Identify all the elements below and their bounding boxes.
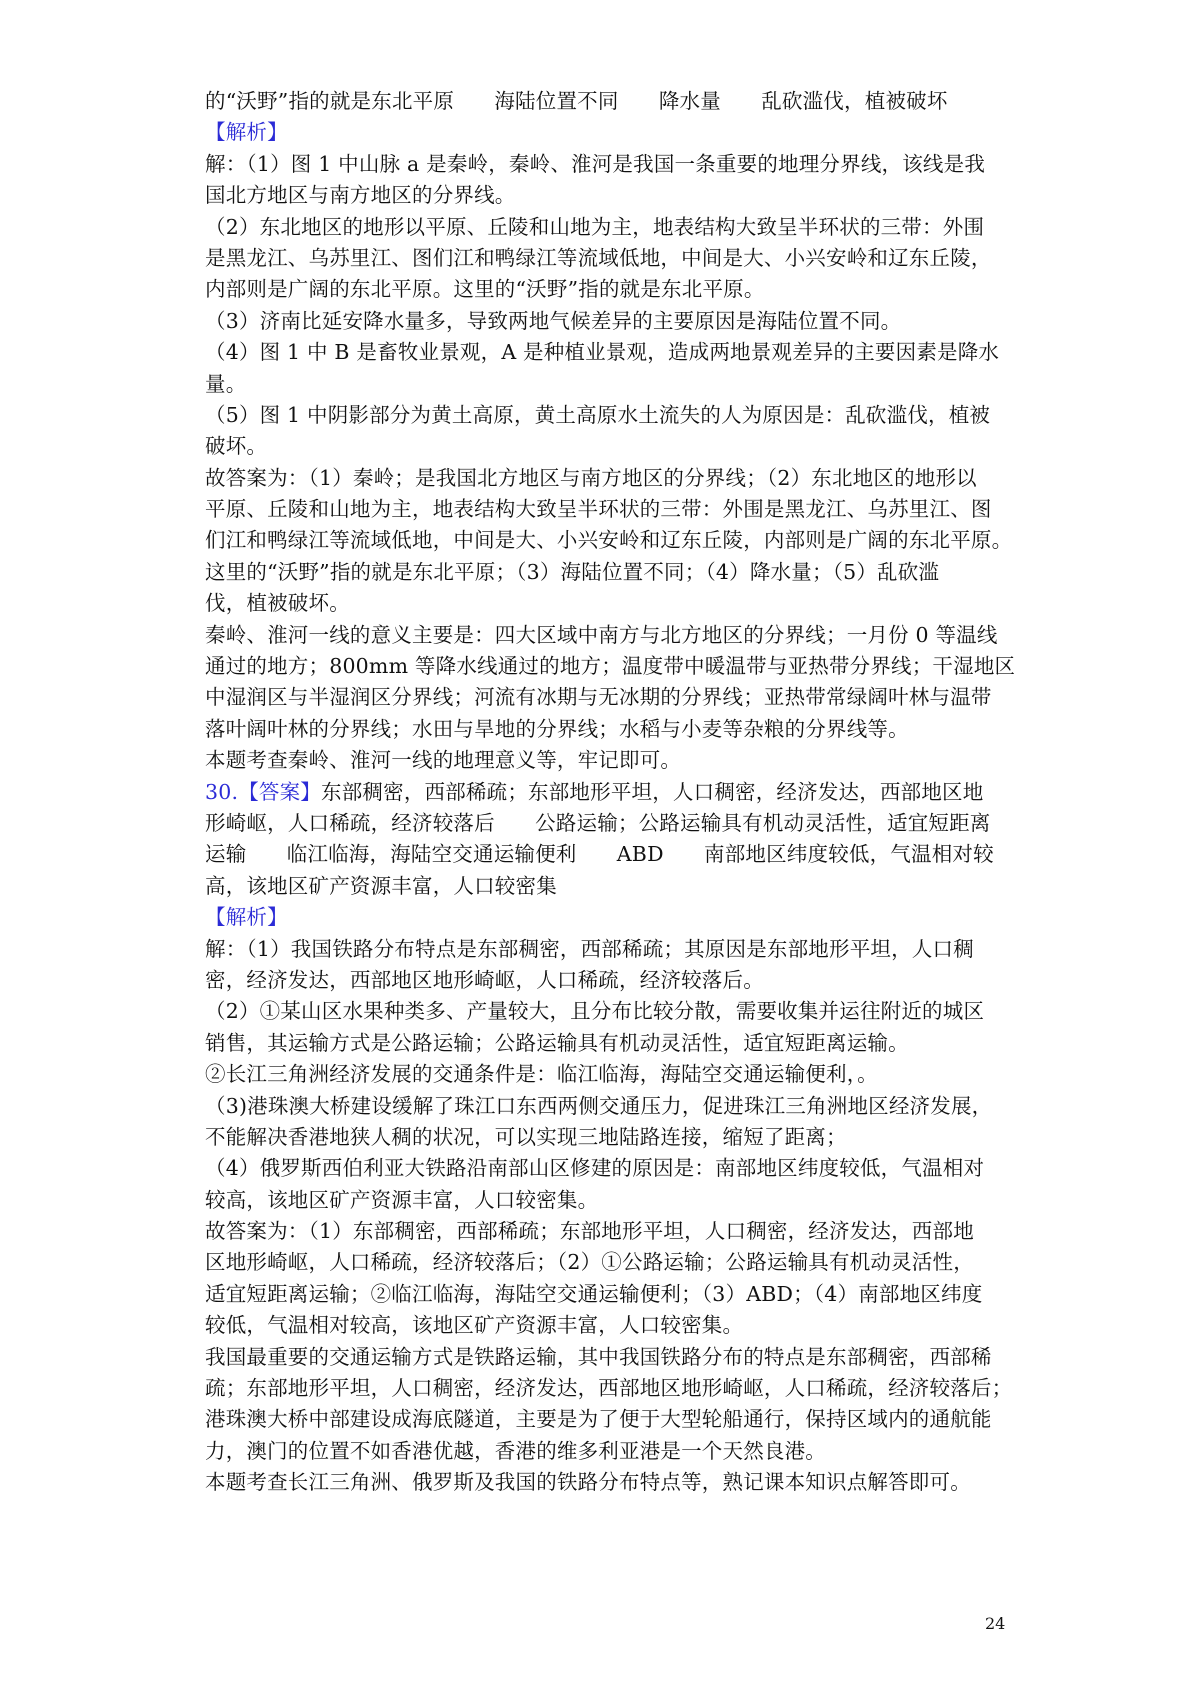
line-text: 密，经济发达，西部地区地形崎岖，人口稀疏，经济较落后。 xyxy=(205,967,764,992)
line-text: 中湿润区与半湿润区分界线；河流有冰期与无冰期的分界线；亚热带常绿阔叶林与温带 xyxy=(205,685,992,710)
line-text: 落叶阔叶林的分界线；水田与旱地的分界线；水稻与小麦等杂粮的分界线等。 xyxy=(205,716,909,741)
line-text: （3）济南比延安降水量多，导致两地气候差异的主要原因是海陆位置不同。 xyxy=(205,308,902,333)
text-line xyxy=(205,934,1005,965)
line-text: 量。 xyxy=(205,371,247,396)
text-line xyxy=(205,431,1005,462)
text-line xyxy=(205,1467,1005,1498)
line-text: 的“沃野”指的就是东北平原 海陆位置不同 降水量 乱砍滥伐，植被破坏 xyxy=(205,89,948,113)
line-text: （5）图 1 中阴影部分为黄土高原，黄土高原水土流失的人为原因是：乱砍滥伐，植被 xyxy=(205,402,991,427)
text-line xyxy=(205,212,1005,243)
line-text: （3)港珠澳大桥建设缓解了珠江口东西两侧交通压力，促进珠江三角洲地区经济发展， xyxy=(205,1093,993,1118)
text-line xyxy=(205,651,1016,682)
line-text: 区地形崎岖，人口稀疏，经济较落后；（2）①公路运输；公路运输具有机动灵活性， xyxy=(205,1250,974,1275)
line-text: 通过的地方；800mm 等降水线通过的地方；温度带中暖温带与亚热带分界线；干湿地区 xyxy=(205,654,1016,679)
line-text: ②长江三角洲经济发展的交通条件是：临江临海，海陆空交通运输便利，。 xyxy=(205,1062,878,1087)
line-text: 较低，气温相对较高，该地区矿产资源丰富，人口较密集。 xyxy=(205,1313,744,1338)
line-text: 们江和鸭绿江等流域低地，中间是大、小兴安岭和辽东丘陵，内部则是广阔的东北平原。 xyxy=(205,528,1013,553)
document-body xyxy=(205,86,1016,1499)
text-line xyxy=(205,274,1005,305)
text-line xyxy=(205,149,1005,180)
line-text: 力，澳门的位置不如香港优越，香港的维多利亚港是一个天然良港。 xyxy=(205,1438,826,1463)
line-text: 适宜短距离运输；②临江临海，海陆空交通运输便利；（3）ABD；（4）南部地区纬度 xyxy=(205,1281,983,1306)
text-line xyxy=(205,557,1005,588)
line-text: 高，该地区矿产资源丰富，人口较密集 xyxy=(205,873,557,898)
text-line xyxy=(205,996,1005,1027)
text-line xyxy=(205,525,1013,556)
line-text: 平原、丘陵和山地为主，地表结构大致呈半环状的三带：外围是黑龙江、乌苏里江、图 xyxy=(205,497,992,522)
text-line xyxy=(205,1216,1005,1247)
text-line xyxy=(205,494,1005,525)
text-line xyxy=(205,180,1005,211)
text-line xyxy=(205,965,1005,996)
text-line xyxy=(205,714,1005,745)
line-text: 不能解决香港地狭人稠的状况，可以实现三地陆路连接，缩短了距离； xyxy=(205,1124,847,1149)
line-text: （2）东北地区的地形以平原、丘陵和山地为主，地表结构大致呈半环状的三带：外围 xyxy=(205,214,985,239)
line-text: 解：（1）我国铁路分布特点是东部稠密，西部稀疏；其原因是东部地形平坦，人口稠 xyxy=(205,936,974,961)
line-text: 内部则是广阔的东北平原。这里的“沃野”指的就是东北平原。 xyxy=(205,277,765,302)
text-line xyxy=(205,620,1005,651)
text-line xyxy=(205,1122,1005,1153)
line-text: 销售，其运输方式是公路运输；公路运输具有机动灵活性，适宜短距离运输。 xyxy=(205,1030,909,1055)
section-label: 【解析】 xyxy=(205,905,288,930)
line-text: 东部稠密，西部稀疏；东部地形平坦，人口稠密，经济发达，西部地区地 xyxy=(321,779,984,804)
section-label: 30.【答案】 xyxy=(205,779,322,804)
line-text: 是黑龙江、乌苏里江、图们江和鸭绿江等流域低地，中间是大、小兴安岭和辽东丘陵， xyxy=(205,245,992,270)
line-text: 这里的“沃野”指的就是东北平原；（3）海陆位置不同；（4）降水量；（5）乱砍滥 xyxy=(205,559,940,584)
text-line xyxy=(205,1185,1005,1216)
text-line xyxy=(205,400,1005,431)
text-line xyxy=(205,86,1005,117)
text-line xyxy=(205,588,1005,619)
line-text: 本题考查长江三角洲、俄罗斯及我国的铁路分布特点等，熟记课本知识点解答即可。 xyxy=(205,1470,971,1495)
line-text: 较高，该地区矿产资源丰富，人口较密集。 xyxy=(205,1187,599,1212)
page-number: 24 xyxy=(985,1614,1006,1633)
text-line xyxy=(205,306,1005,337)
text-line xyxy=(205,1091,1005,1122)
line-text: 我国最重要的交通运输方式是铁路运输，其中我国铁路分布的特点是东部稠密，西部稀 xyxy=(205,1344,992,1369)
line-text: 形崎岖，人口稀疏，经济较落后 公路运输；公路运输具有机动灵活性，适宜短距离 xyxy=(205,810,991,835)
line-text: 破坏。 xyxy=(205,434,268,459)
line-text: 故答案为：（1）东部稠密，西部稀疏；东部地形平坦，人口稠密，经济发达，西部地 xyxy=(205,1219,974,1244)
line-text: 港珠澳大桥中部建设成海底隧道，主要是为了便于大型轮船通行，保持区域内的通航能 xyxy=(205,1407,992,1432)
line-text: 疏；东部地形平坦，人口稠密，经济发达，西部地区地形崎岖，人口稀疏，经济较落后； xyxy=(205,1376,1013,1401)
text-line xyxy=(205,1153,1005,1184)
line-text: （2）①某山区水果种类多、产量较大，且分布比较分散，需要收集并运往附近的城区 xyxy=(205,999,985,1024)
text-line xyxy=(205,1310,1005,1341)
text-line xyxy=(205,745,1005,776)
line-text: 秦岭、淮河一线的意义主要是：四大区域中南方与北方地区的分界线；一月份 0 等温线 xyxy=(205,622,998,647)
text-line xyxy=(205,682,1005,713)
text-line xyxy=(205,1342,1005,1373)
line-text: 解：（1）图 1 中山脉 a 是秦岭，秦岭、淮河是我国一条重要的地理分界线，该线是我 xyxy=(205,151,986,176)
line-text: 国北方地区与南方地区的分界线。 xyxy=(205,183,516,208)
text-line xyxy=(205,1247,1005,1278)
line-text: 本题考查秦岭、淮河一线的地理意义等，牢记即可。 xyxy=(205,748,682,773)
line-text: （4）图 1 中 B 是畜牧业景观，A 是种植业景观，造成两地景观差异的主要因素是降水 xyxy=(205,340,1000,365)
text-line xyxy=(205,1028,1005,1059)
line-text: 伐，植被破坏。 xyxy=(205,591,350,616)
text-line xyxy=(205,871,1005,902)
text-line xyxy=(205,337,1005,368)
text-line xyxy=(205,463,1005,494)
text-line xyxy=(205,1436,1005,1467)
text-line xyxy=(205,1059,1005,1090)
line-text: （4）俄罗斯西伯利亚大铁路沿南部山区修建的原因是：南部地区纬度较低，气温相对 xyxy=(205,1156,985,1181)
line-text: 故答案为：（1）秦岭；是我国北方地区与南方地区的分界线；（2）东北地区的地形以 xyxy=(205,465,977,490)
text-line xyxy=(205,777,1005,808)
line-text: 运输 临江临海，海陆空交通运输便利 ABD 南部地区纬度较低，气温相对较 xyxy=(205,842,994,867)
text-line xyxy=(205,117,1005,148)
section-label: 【解析】 xyxy=(205,120,288,145)
text-line xyxy=(205,902,1005,933)
text-line xyxy=(205,1373,1013,1404)
text-line xyxy=(205,243,1005,274)
text-line xyxy=(205,839,1005,870)
text-line xyxy=(205,1279,1005,1310)
text-line xyxy=(205,1404,1005,1435)
text-line xyxy=(205,808,1005,839)
text-line xyxy=(205,369,1005,400)
